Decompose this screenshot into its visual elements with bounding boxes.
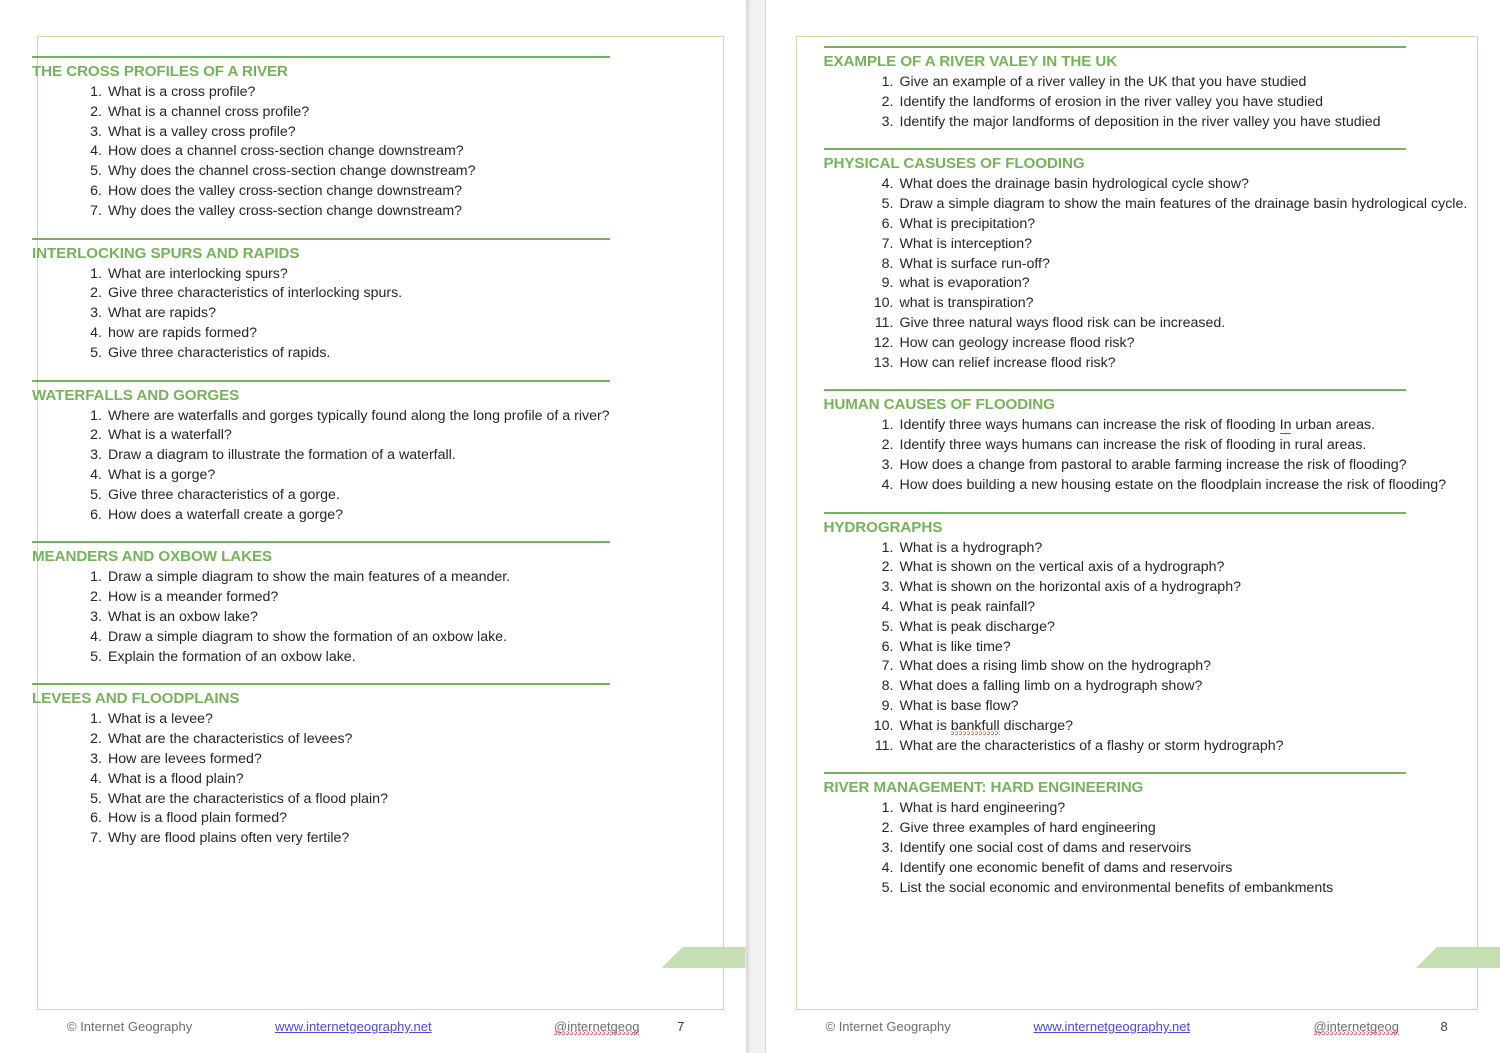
question-section — [32, 683, 688, 849]
question-list — [32, 407, 688, 526]
question-text: How does a change from pastoral to arable farming increase the risk of flooding? — [899, 456, 1407, 473]
question-item — [872, 618, 1463, 638]
question-text: What is shown on the vertical axis of a hydrograph? — [899, 559, 1225, 576]
question-text: Give an example of a river valley in the UK that you have studied — [899, 74, 1307, 90]
question-list — [824, 73, 1463, 132]
question-number: 6 . — [80, 182, 102, 202]
question-number: 2 . — [872, 436, 894, 456]
question-item — [80, 506, 688, 526]
question-number: 4 . — [872, 175, 894, 195]
page-number: 8 — [1440, 1019, 1448, 1034]
question-number: 4 . — [872, 598, 894, 618]
question-number: 3 . — [80, 304, 102, 324]
question-text: What is a levee? — [108, 711, 213, 728]
question-number: 7 . — [872, 657, 894, 677]
question-number: 12 . — [872, 334, 894, 354]
question-number: 9 . — [872, 274, 894, 294]
question-list — [32, 710, 688, 849]
question-item — [872, 235, 1463, 255]
question-text: Give three characteristics of interlocking spurs. — [108, 285, 403, 302]
question-number: 4 . — [80, 466, 102, 486]
question-item — [80, 809, 688, 829]
question-number: 10 . — [872, 294, 894, 314]
question-text: What does the drainage basin hydrological cycle show? — [899, 176, 1249, 193]
question-item — [80, 568, 688, 588]
question-text — [900, 417, 1376, 434]
question-number: 1 . — [80, 83, 102, 103]
question-text: Identify three ways humans can increase the risk of flooding in rural areas. — [899, 437, 1367, 454]
question-text: how are rapids formed? — [108, 324, 258, 341]
question-item — [872, 314, 1463, 334]
section-divider-rule — [32, 238, 610, 240]
question-text: Give three characteristics of rapids. — [108, 344, 331, 361]
question-number: 7 . — [872, 235, 894, 255]
question-item — [80, 324, 688, 344]
page-content-8 — [823, 46, 1468, 914]
question-number: 5 . — [80, 344, 102, 364]
question-text: What is a waterfall? — [108, 427, 232, 444]
question-number: 4 . — [872, 476, 894, 496]
question-item — [872, 436, 1463, 456]
section-heading: WATERFALLS AND GORGES — [32, 386, 240, 404]
question-item — [80, 466, 688, 486]
question-item — [872, 697, 1463, 717]
grammar-error-mark: In — [1279, 417, 1292, 434]
question-item — [872, 879, 1463, 899]
question-list — [32, 568, 688, 667]
question-text: Why does the valley cross-section change downstream? — [108, 202, 463, 219]
section-divider-rule — [824, 148, 1406, 150]
question-number: 3 . — [872, 113, 894, 133]
question-list — [32, 83, 688, 222]
question-item — [80, 710, 688, 730]
question-text: Identify the major landforms of deposition in the river valley you have studied — [899, 113, 1381, 130]
question-text: Why are flood plains often very fertile? — [108, 830, 350, 847]
question-item — [872, 539, 1463, 559]
question-number: 5 . — [872, 879, 894, 899]
question-item — [80, 265, 688, 285]
question-item — [872, 638, 1463, 658]
question-text: What is a flood plain? — [108, 770, 244, 787]
section-divider-rule — [32, 541, 610, 543]
question-item — [80, 486, 688, 506]
text-run: discharge? — [999, 717, 1074, 734]
question-item — [80, 162, 688, 182]
question-text — [900, 718, 1074, 735]
question-item — [872, 578, 1463, 598]
footer-website-link[interactable]: www.internetgeography.net — [1033, 1019, 1191, 1034]
question-number: 3 . — [80, 446, 102, 466]
question-item — [80, 344, 688, 364]
question-number: 5 . — [80, 486, 102, 506]
question-number: 5 . — [80, 162, 102, 182]
section-divider-rule — [824, 46, 1406, 48]
question-section — [824, 389, 1463, 495]
question-section — [824, 46, 1463, 132]
question-item — [80, 750, 688, 770]
question-item — [80, 304, 688, 324]
section-divider-rule — [32, 683, 610, 685]
question-number: 2 . — [80, 426, 102, 446]
page-footer-8 — [796, 1019, 1479, 1041]
document-page-8[interactable] — [766, 0, 1500, 1053]
section-heading: EXAMPLE OF A RIVER VALEY IN THE UK — [823, 53, 1118, 70]
question-text: List the social economic and environmental benefits of embankments — [899, 879, 1334, 896]
question-text: Give three characteristics of a gorge. — [108, 486, 340, 503]
question-number: 3 . — [872, 456, 894, 476]
question-number: 6 . — [80, 809, 102, 829]
question-list — [32, 265, 688, 364]
question-text: What is a cross profile? — [108, 84, 256, 100]
question-number: 5 . — [872, 618, 894, 638]
question-number: 7 . — [80, 829, 102, 849]
question-item — [80, 407, 688, 427]
question-text: what is evaporation? — [899, 275, 1030, 292]
question-text: What is like time? — [899, 638, 1011, 655]
section-heading: HUMAN CAUSES OF FLOODING — [823, 396, 1055, 414]
question-text: How does a waterfall create a gorge? — [108, 506, 344, 523]
question-text: How are levees formed? — [108, 750, 262, 767]
question-item — [872, 274, 1463, 294]
text-run: What is — [899, 717, 951, 734]
question-item — [872, 737, 1463, 757]
page-footer-7 — [37, 1019, 724, 1041]
question-text: What is peak discharge? — [899, 618, 1055, 635]
question-number: 1 . — [80, 265, 102, 285]
question-text: What are the characteristics of a flashy or storm hydrograph? — [899, 737, 1284, 754]
page-content-7 — [32, 56, 688, 865]
question-section — [32, 56, 688, 222]
question-number: 3 . — [872, 839, 894, 859]
question-number: 2 . — [872, 93, 894, 113]
question-text: Draw a simple diagram to show the main features of a meander. — [108, 569, 511, 586]
question-item — [80, 770, 688, 790]
footer-website-link[interactable]: www.internetgeography.net — [275, 1019, 432, 1034]
question-item — [872, 195, 1468, 215]
question-item — [872, 456, 1463, 476]
question-text: What is shown on the horizontal axis of a hydrograph? — [899, 579, 1241, 596]
question-number: 10 . — [872, 717, 894, 737]
question-text: How can geology increase flood risk? — [899, 334, 1135, 351]
question-number: 3 . — [872, 578, 894, 598]
question-item — [80, 202, 688, 222]
question-text: What is a gorge? — [108, 466, 216, 483]
question-number: 1 . — [80, 568, 102, 588]
question-text: What is an oxbow lake? — [108, 608, 258, 625]
question-list — [824, 799, 1463, 898]
question-number: 2 . — [80, 103, 102, 123]
question-text: How does the valley cross-section change downstream? — [108, 182, 463, 199]
question-number: 2 . — [872, 819, 894, 839]
question-item — [872, 717, 1463, 737]
question-text: What is base flow? — [899, 697, 1019, 714]
question-section — [32, 238, 688, 364]
question-number: 13 . — [872, 354, 894, 374]
question-item — [80, 83, 688, 103]
question-number: 2 . — [80, 588, 102, 608]
question-text: What is a valley cross profile? — [108, 123, 296, 140]
document-page-7[interactable] — [0, 0, 746, 1053]
question-section — [32, 380, 688, 526]
question-number: 3 . — [80, 750, 102, 770]
section-heading: PHYSICAL CASUSES OF FLOODING — [823, 155, 1085, 173]
question-text: What is peak rainfall? — [899, 598, 1036, 615]
question-text: Identify one social cost of dams and reservoirs — [899, 839, 1192, 856]
question-text: Why does the channel cross-section change downstream? — [108, 163, 476, 180]
footer-copyright: © Internet Geography — [825, 1019, 951, 1034]
question-text: Where are waterfalls and gorges typically found along the long profile of a river? — [108, 407, 610, 424]
question-number: 2 . — [80, 284, 102, 304]
question-number: 8 . — [872, 255, 894, 275]
footer-social-handle: @internetgeog — [554, 1019, 640, 1034]
section-heading: MEANDERS AND OXBOW LAKES — [32, 548, 273, 566]
question-item — [872, 294, 1463, 314]
question-list — [824, 416, 1463, 495]
question-number: 1 . — [80, 407, 102, 427]
question-section — [823, 148, 1468, 373]
question-item — [872, 657, 1463, 677]
question-item — [80, 103, 688, 123]
question-number: 2 . — [872, 558, 894, 578]
question-text: What does a falling limb on a hydrograph show? — [899, 678, 1203, 695]
question-item — [80, 588, 688, 608]
text-run: urban areas. — [1291, 417, 1376, 434]
question-number: 1 . — [872, 73, 894, 93]
footer-copyright: © Internet Geography — [67, 1019, 193, 1034]
question-text: Draw a diagram to illustrate the formation of a waterfall. — [108, 447, 456, 464]
question-item — [80, 790, 688, 810]
question-item — [872, 819, 1463, 839]
question-item — [872, 859, 1463, 879]
question-text: What is a channel cross profile? — [108, 103, 310, 120]
question-item — [872, 354, 1463, 374]
section-divider-rule — [824, 512, 1406, 514]
question-item — [80, 284, 688, 304]
question-item — [80, 829, 688, 849]
section-heading: HYDROGRAPHS — [823, 518, 943, 536]
question-item — [872, 839, 1463, 859]
question-item — [80, 426, 688, 446]
section-heading: INTERLOCKING SPURS AND RAPIDS — [32, 244, 300, 262]
question-number: 1 . — [872, 539, 894, 559]
question-number: 5 . — [872, 195, 894, 215]
section-divider-rule — [32, 56, 610, 58]
section-divider-rule — [824, 389, 1406, 391]
question-text: What does a rising limb show on the hydrograph? — [899, 658, 1212, 675]
question-number: 1 . — [80, 710, 102, 730]
text-run: Identify three ways humans can increase the risk of flooding — [899, 417, 1280, 434]
question-item — [872, 255, 1463, 275]
question-text: Give three natural ways flood risk can be increased. — [899, 314, 1226, 331]
question-number: 9 . — [872, 697, 894, 717]
question-item — [872, 476, 1463, 496]
question-number: 4 . — [872, 859, 894, 879]
question-text: What is a hydrograph? — [899, 539, 1043, 556]
question-item — [872, 113, 1463, 133]
question-list — [824, 175, 1468, 373]
question-number: 3 . — [80, 608, 102, 628]
question-item — [872, 215, 1463, 235]
question-number: 4 . — [80, 770, 102, 790]
question-text: Explain the formation of an oxbow lake. — [108, 648, 356, 665]
question-text: Identify one economic benefit of dams and reservoirs — [899, 859, 1233, 876]
question-text: Give three examples of hard engineering — [899, 820, 1156, 837]
question-item — [80, 142, 688, 162]
question-item — [80, 182, 688, 202]
question-number: 2 . — [80, 730, 102, 750]
question-number: 4 . — [80, 324, 102, 344]
question-section — [824, 772, 1463, 898]
question-item — [872, 93, 1463, 113]
question-number: 7 . — [80, 202, 102, 222]
question-number: 3 . — [80, 123, 102, 143]
question-item — [872, 799, 1463, 819]
section-heading: RIVER MANAGEMENT: HARD ENGINEERING — [823, 779, 1144, 797]
question-text: What is interception? — [899, 235, 1032, 252]
footer-social-handle: @internetgeog — [1313, 1019, 1399, 1034]
question-text: what is transpiration? — [899, 295, 1034, 312]
question-item — [872, 73, 1463, 93]
question-number: 8 . — [872, 677, 894, 697]
question-number: 6 . — [872, 638, 894, 658]
decorative-corner-band — [1416, 947, 1500, 968]
question-item — [872, 334, 1463, 354]
question-number: 11 . — [872, 314, 894, 334]
question-item — [872, 558, 1463, 578]
question-text: What are the characteristics of levees? — [108, 731, 353, 748]
question-item — [80, 608, 688, 628]
question-item — [872, 416, 1463, 436]
question-item — [80, 628, 688, 648]
question-text: How is a flood plain formed? — [108, 810, 288, 827]
decorative-corner-band — [662, 947, 746, 968]
question-item — [80, 648, 688, 668]
question-number: 4 . — [80, 628, 102, 648]
question-number: 5 . — [80, 648, 102, 668]
page-number: 7 — [677, 1019, 685, 1034]
question-text: Draw a simple diagram to show the formation of an oxbow lake. — [108, 628, 508, 645]
section-heading: LEVEES AND FLOODPLAINS — [32, 690, 240, 708]
question-text: What are rapids? — [108, 305, 217, 322]
question-number: 4 . — [80, 142, 102, 162]
question-item — [80, 446, 688, 466]
question-item — [80, 730, 688, 750]
question-section — [824, 512, 1463, 757]
question-text: How does building a new housing estate on the floodplain increase the risk of flooding? — [899, 476, 1447, 493]
section-divider-rule — [824, 772, 1406, 774]
question-text: What are the characteristics of a flood plain? — [108, 790, 388, 807]
question-text: Identify the landforms of erosion in the river valley you have studied — [899, 93, 1323, 110]
question-text: Draw a simple diagram to show the main features of the drainage basin hydrological cycle. — [899, 196, 1468, 213]
question-text: What is surface run-off? — [899, 255, 1050, 272]
question-text: How can relief increase flood risk? — [899, 354, 1116, 371]
question-item — [872, 598, 1463, 618]
question-number: 1 . — [872, 416, 894, 436]
question-item — [872, 175, 1463, 195]
question-number: 11 . — [872, 737, 894, 757]
spelling-error-mark: bankfull — [950, 717, 1000, 734]
question-text: What is hard engineering? — [899, 800, 1066, 817]
question-text: What are interlocking spurs? — [108, 265, 288, 282]
question-number: 5 . — [80, 790, 102, 810]
question-list — [824, 539, 1463, 757]
section-divider-rule — [32, 380, 610, 382]
question-number: 6 . — [872, 215, 894, 235]
section-heading: THE CROSS PROFILES OF A RIVER — [32, 63, 288, 80]
question-number: 1 . — [872, 799, 894, 819]
question-section — [32, 541, 688, 667]
question-text: What is precipitation? — [899, 215, 1036, 232]
question-text: How is a meander formed? — [108, 589, 279, 606]
question-text: How does a channel cross-section change downstream? — [108, 143, 464, 160]
question-item — [80, 123, 688, 143]
question-number: 6 . — [80, 506, 102, 526]
question-item — [872, 677, 1463, 697]
